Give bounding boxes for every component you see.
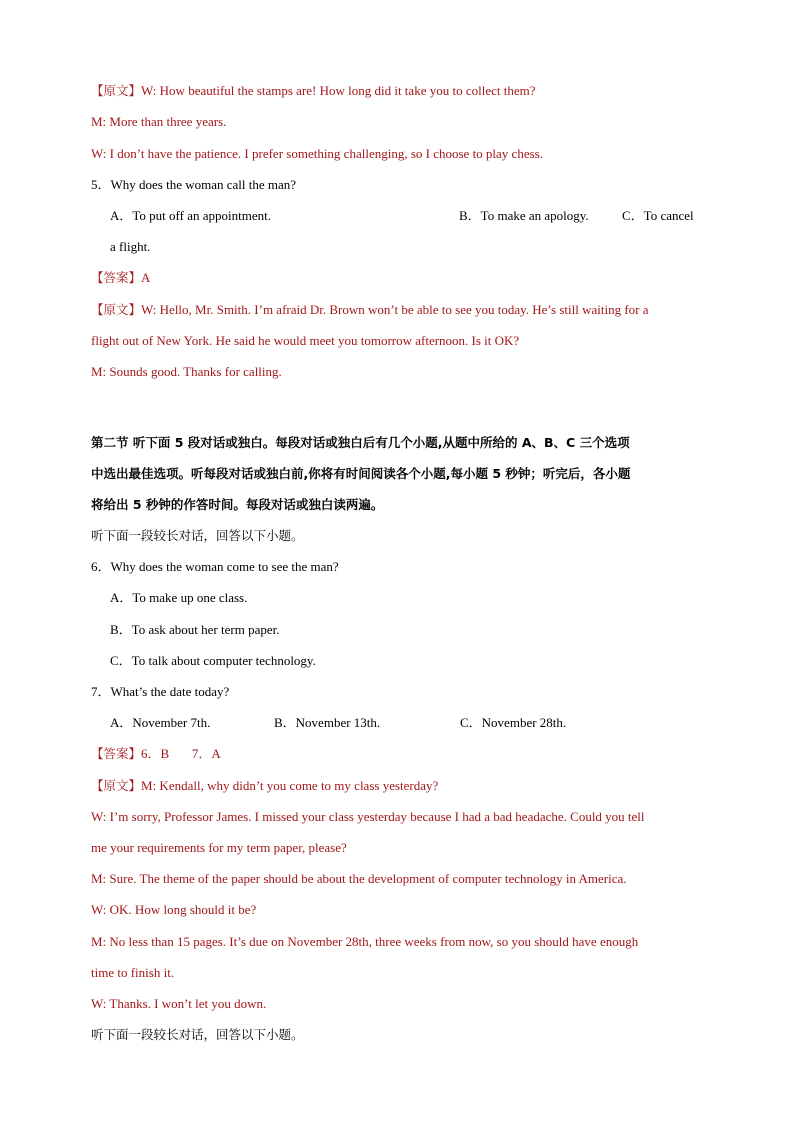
answer-line [91, 745, 221, 763]
section-instructions-line: 将给出 5 秒钟的作答时间。每段对话或独白读两遍。 [91, 497, 384, 512]
option-b: B．To make an apology. [459, 208, 589, 223]
option-c: C．To cancel [622, 208, 694, 223]
section-instructions-line: 中选出最佳选项。听每段对话或独白前,你将有时间阅读各个小题,每小题 5 秒钟；听完后，各小题 [91, 466, 631, 481]
transcript-line: 【原文】M: Kendall, why didn’t you come to my class yesterday? [91, 778, 439, 793]
transcript-line: M: Sure. The theme of the paper should be about the development of computer technology in America. [91, 871, 627, 886]
option-b: B．To ask about her term paper. [110, 622, 280, 637]
original-text-tag: 【原文】 [91, 83, 142, 98]
listening-intro: 听下面一段较长对话，回答以下小题。 [91, 1027, 304, 1042]
question-stem: 7．What’s the date today? [91, 684, 230, 699]
transcript-line: me your requirements for my term paper, please? [91, 840, 347, 855]
answer-line [91, 269, 150, 287]
original-text-tag: 【原文】 [91, 302, 142, 317]
transcript-line: M: Sounds good. Thanks for calling. [91, 364, 282, 379]
transcript-line: flight out of New York. He said he would meet you tomorrow afternoon. Is it OK? [91, 333, 520, 348]
option-c: C．To talk about computer technology. [110, 653, 316, 668]
transcript-line: 【原文】W: How beautiful the stamps are! How long did it take you to collect them? [91, 83, 536, 98]
original-text-tag: 【原文】 [91, 778, 142, 793]
transcript-line: time to finish it. [91, 965, 175, 980]
option-b: B．November 13th. [274, 715, 381, 730]
answer-tag: 【答案】 [91, 270, 142, 285]
transcript-line: W: I don’t have the patience. I prefer something challenging, so I choose to play chess. [91, 146, 543, 161]
option-c: C．November 28th. [460, 715, 567, 730]
transcript-line: M: More than three years. [91, 114, 227, 129]
question-stem: 5．Why does the woman call the man? [91, 177, 297, 192]
transcript-line: W: OK. How long should it be? [91, 902, 257, 917]
answer-value: A [141, 270, 151, 285]
option-a: A．November 7th. [110, 715, 211, 730]
option-c-continued: a flight. [110, 239, 151, 254]
option-a: A．To make up one class. [110, 590, 248, 605]
section-instructions-line: 第二节 听下面 5 段对话或独白。每段对话或独白后有几个小题,从题中所给的 A、B、C 三个选项 [91, 435, 630, 450]
transcript-line: W: Thanks. I won’t let you down. [91, 996, 267, 1011]
question-stem: 6．Why does the woman come to see the man? [91, 559, 339, 574]
transcript-line: M: No less than 15 pages. It’s due on November 28th, three weeks from now, so you should have enough [91, 934, 639, 949]
transcript-line: W: I’m sorry, Professor James. I missed your class yesterday because I had a bad headache. Could you tell [91, 809, 645, 824]
answer-tag: 【答案】 [91, 746, 142, 761]
answer-value: 6．B 7．A [141, 746, 221, 761]
listening-intro: 听下面一段较长对话，回答以下小题。 [91, 528, 304, 543]
option-a: A．To put off an appointment. [110, 208, 271, 223]
transcript-line: 【原文】W: Hello, Mr. Smith. I’m afraid Dr. Brown won’t be able to see you today. He’s still waiting for a [91, 302, 649, 317]
